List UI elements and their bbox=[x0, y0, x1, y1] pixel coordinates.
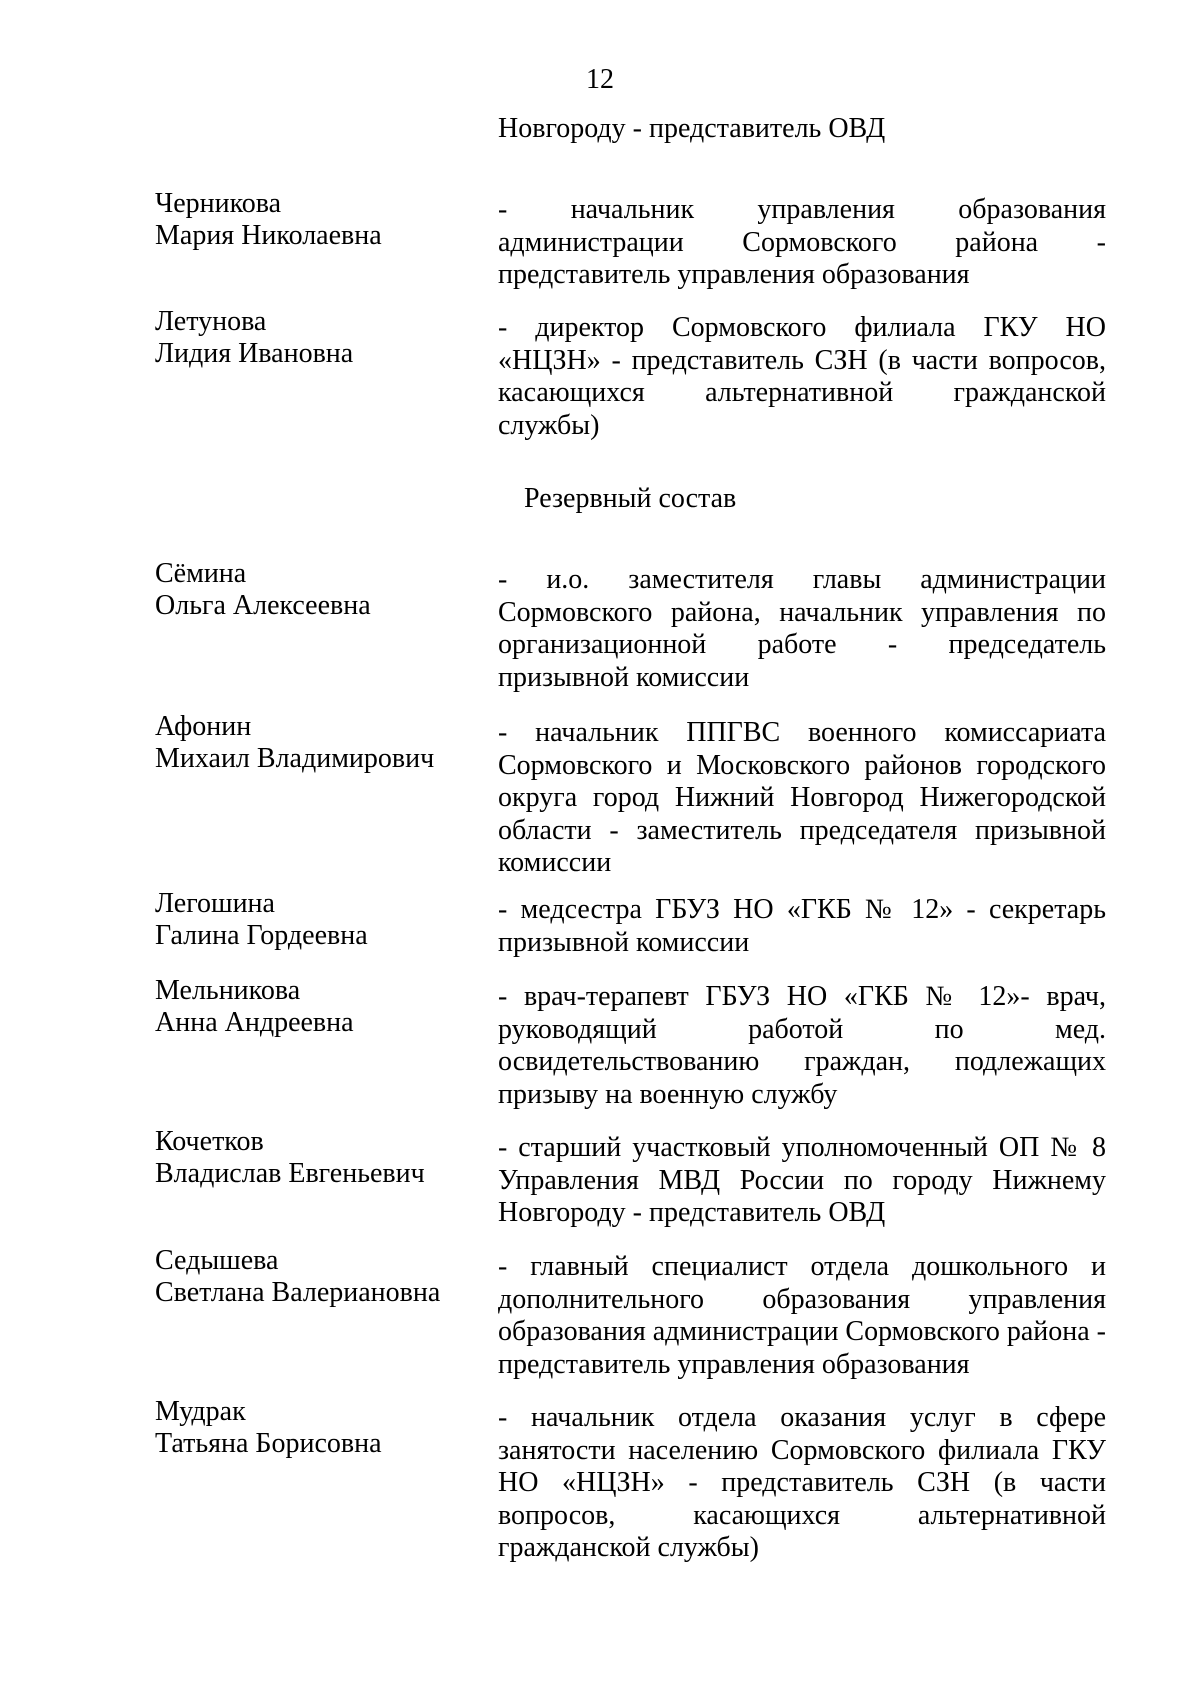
member-given-names: Михаил Владимирович bbox=[155, 743, 435, 774]
member-given-names: Лидия Ивановна bbox=[155, 338, 354, 369]
member-name bbox=[155, 1245, 485, 1309]
member-role: - старший участковый уполномоченный ОП № 8 Управления МВД России по городу Нижнему Новгороду - представитель ОВД bbox=[498, 1132, 1106, 1228]
continuation-text: Новгороду - представитель ОВД bbox=[498, 113, 886, 144]
member-given-names: Светлана Валериановна bbox=[155, 1277, 441, 1308]
member-surname: Мельникова bbox=[155, 975, 301, 1006]
member-surname: Черникова bbox=[155, 188, 282, 219]
member-given-names: Ольга Алексеевна bbox=[155, 590, 371, 621]
member-surname: Афонин bbox=[155, 711, 252, 742]
member-surname: Мудрак bbox=[155, 1396, 246, 1427]
member-name bbox=[155, 558, 485, 622]
member-name bbox=[155, 711, 485, 775]
member-given-names: Галина Гордеевна bbox=[155, 920, 368, 951]
member-surname: Легошина bbox=[155, 888, 275, 919]
member-role: - главный специалист отдела дошкольного и дополнительного образования управления образования администрации Сормовского района - представитель управления образования bbox=[498, 1251, 1107, 1380]
member-given-names: Владислав Евгеньевич bbox=[155, 1158, 425, 1189]
member-name bbox=[155, 188, 485, 252]
page-number: 12 bbox=[586, 64, 614, 95]
member-role: - врач-терапевт ГБУЗ НО «ГКБ № 12»- врач, руководящий работой по мед. освидетельствованию граждан, подлежащих призыву на военную службу bbox=[498, 981, 1106, 1110]
member-name bbox=[155, 975, 485, 1039]
reserve-section-title: Резервный состав bbox=[524, 483, 737, 514]
member-role: - начальник отдела оказания услуг в сфере занятости населению Сормовского филиала ГКУ НО «НЦЗН» - представитель СЗН (в части вопросов, касающихся альтернативной гражданской службы) bbox=[498, 1402, 1106, 1563]
member-role: - начальник ППГВС военного комиссариата Сормовского и Московского районов городского округа город Нижний Новгород Нижегородской области - заместитель председателя призывной комиссии bbox=[498, 717, 1106, 878]
member-surname: Сёмина bbox=[155, 558, 247, 589]
member-role: - начальник управления образования администрации Сормовского района - представитель управления образования bbox=[498, 194, 1106, 290]
member-name bbox=[155, 888, 485, 952]
member-given-names: Татьяна Борисовна bbox=[155, 1428, 382, 1459]
member-given-names: Анна Андреевна bbox=[155, 1007, 354, 1038]
member-name bbox=[155, 1396, 485, 1460]
member-name bbox=[155, 1126, 485, 1190]
member-role: - и.о. заместителя главы администрации Сормовского района, начальник управления по организационной работе - председатель призывной комиссии bbox=[498, 564, 1106, 693]
member-name bbox=[155, 306, 485, 370]
member-surname: Летунова bbox=[155, 306, 267, 337]
member-surname: Кочетков bbox=[155, 1126, 264, 1157]
member-role: - медсестра ГБУЗ НО «ГКБ № 12» - секретарь призывной комиссии bbox=[498, 894, 1106, 958]
member-surname: Седышева bbox=[155, 1245, 279, 1276]
member-given-names: Мария Николаевна bbox=[155, 220, 382, 251]
member-role: - директор Сормовского филиала ГКУ НО «НЦЗН» - представитель СЗН (в части вопросов, касающихся альтернативной гражданской службы) bbox=[498, 312, 1106, 441]
